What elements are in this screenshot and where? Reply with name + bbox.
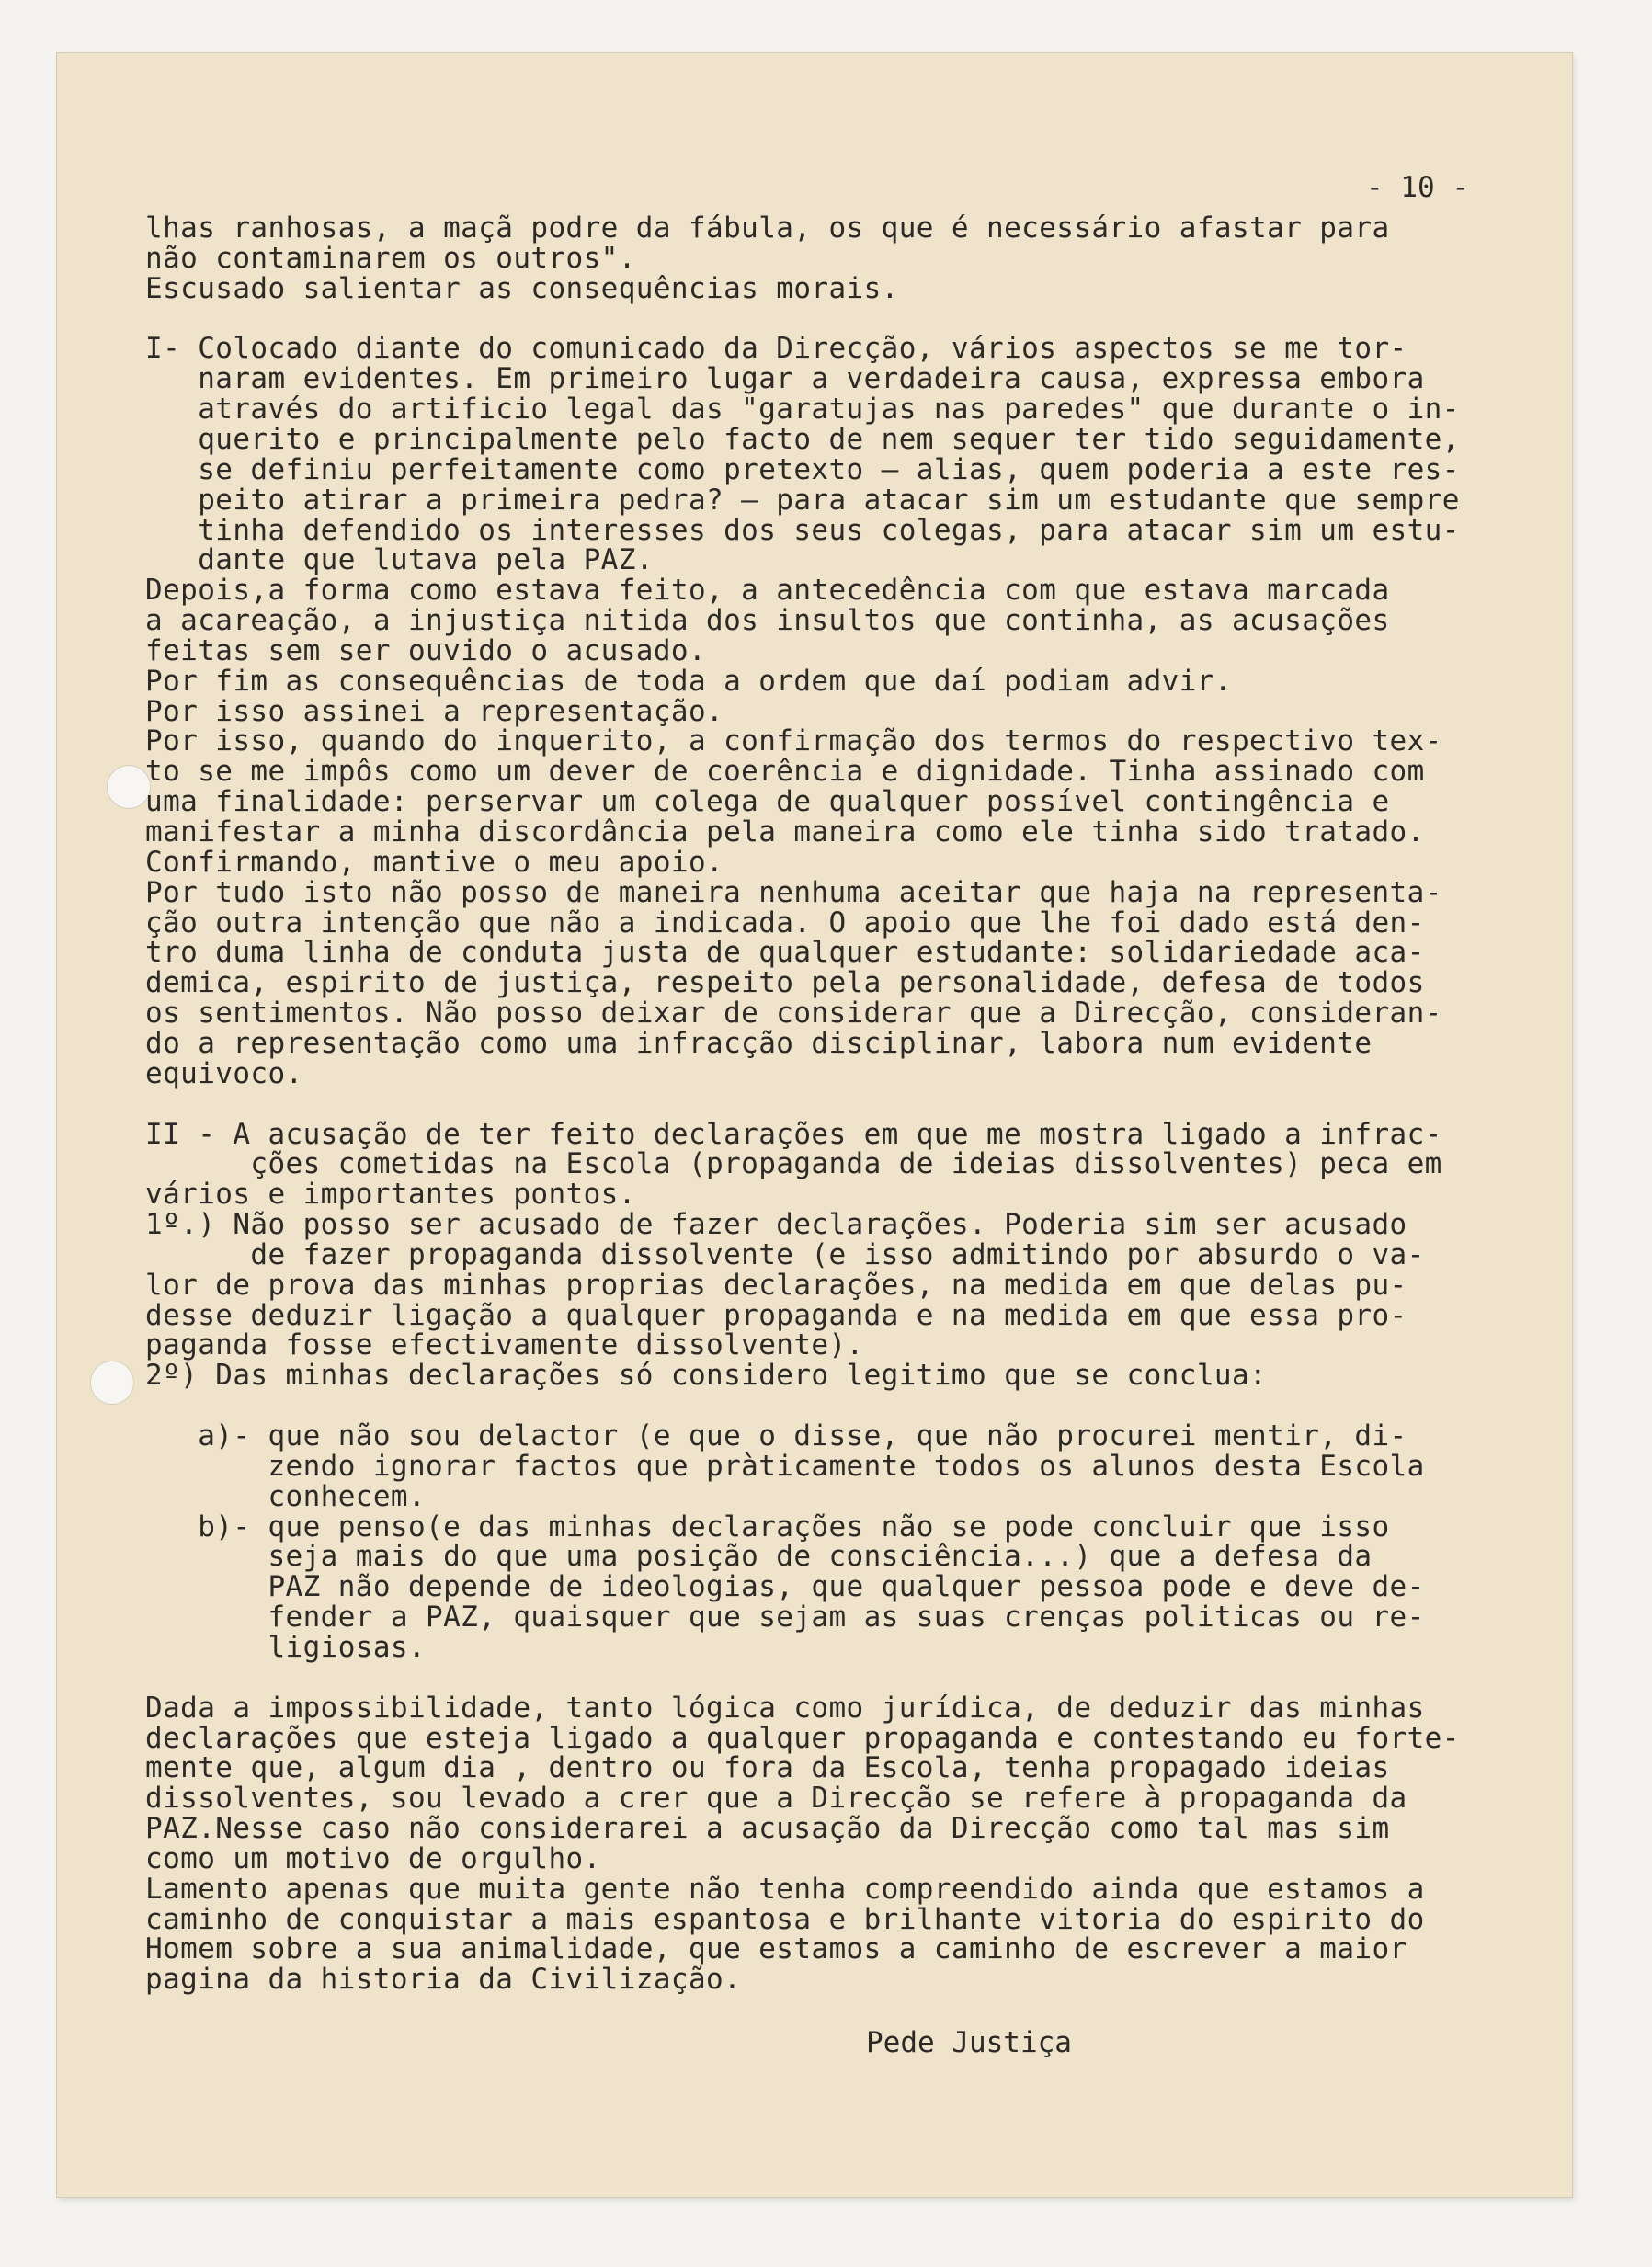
text-line: não contaminarem os outros".	[145, 241, 636, 275]
text-line: Por isso assinei a representação.	[145, 694, 724, 728]
text-line: conhecem.	[145, 1479, 427, 1513]
text-line: declarações que esteja ligado a qualquer propaganda e contestando eu forte-	[145, 1721, 1460, 1755]
text-line: os sentimentos. Não posso deixar de considerar que a Direcção, consideran-	[145, 997, 1442, 1031]
text-line: Escusado salientar as consequências morais.	[145, 271, 899, 305]
text-line: b)- que penso(e das minhas declarações não se pode concluir que isso	[145, 1509, 1390, 1544]
text-line: I- Colocado diante do comunicado da Direcção, vários aspectos se me tor-	[145, 332, 1407, 366]
text-line: uma finalidade: perservar um colega de qualquer possível contingência e	[145, 785, 1390, 819]
text-line: 2º) Das minhas declarações só considero legitimo que se conclua:	[145, 1359, 1268, 1393]
text-line: Homem sobre a sua animalidade, que estamos a caminho de escrever a maior	[145, 1932, 1407, 1966]
text-line: Depois,a forma como estava feito, a antecedência com que estava marcada	[145, 574, 1390, 608]
text-line: como um motivo de orgulho.	[145, 1841, 601, 1875]
text-line: através do artificio legal das "garatujas nas paredes" que durante o in-	[145, 393, 1460, 427]
text-line: mente que, algum dia , dentro ou fora da Escola, tenha propagado ideias	[145, 1751, 1390, 1785]
text-line: zendo ignorar factos que pràticamente todos os alunos desta Escola	[145, 1449, 1425, 1483]
page-number: - 10 -	[1366, 171, 1469, 204]
text-line: Dada a impossibilidade, tanto lógica como jurídica, de deduzir das minhas	[145, 1691, 1425, 1725]
text-line: tinha defendido os interesses dos seus colegas, para atacar sim um estu-	[145, 513, 1460, 547]
text-line: Por isso, quando do inquerito, a confirmação dos termos do respectivo tex-	[145, 724, 1442, 758]
text-line: naram evidentes. Em primeiro lugar a verdadeira causa, expressa embora	[145, 362, 1425, 396]
text-line: paganda fosse efectivamente dissolvente).	[145, 1328, 864, 1362]
text-line: de fazer propaganda dissolvente (e isso admitindo por absurdo o va-	[145, 1237, 1425, 1271]
text-line: 1º.) Não posso ser acusado de fazer declarações. Poderia sim ser acusado	[145, 1208, 1407, 1242]
text-line: lhas ranhosas, a maçã podre da fábula, os que é necessário afastar para	[145, 211, 1390, 245]
text-line: II - A acusação de ter feito declarações em que me mostra ligado a infrac-	[145, 1117, 1442, 1151]
text-line: tro duma linha de conduta justa de qualquer estudante: solidariedade aca-	[145, 936, 1425, 970]
punch-hole-lower	[90, 1361, 134, 1405]
text-line: vários e importantes pontos.	[145, 1178, 636, 1212]
text-line: seja mais do que uma posição de consciência...) que a defesa da	[145, 1540, 1373, 1574]
text-line: querito e principalmente pelo facto de nem sequer ter tido seguidamente,	[145, 422, 1460, 456]
text-line: ligiosas.	[145, 1630, 427, 1664]
text-line: fender a PAZ, quaisquer que sejam as suas crenças politicas ou re-	[145, 1601, 1425, 1635]
text-line: pagina da historia da Civilização.	[145, 1963, 742, 1997]
text-line: ção outra intenção que não a indicada. O apoio que lhe foi dado está den-	[145, 906, 1425, 940]
text-line: dissolventes, sou levado a crer que a Direcção se refere à propaganda da	[145, 1782, 1407, 1816]
text-line: feitas sem ser ouvido o acusado.	[145, 633, 707, 667]
text-line: dante que lutava pela PAZ.	[145, 543, 654, 577]
text-line: PAZ.Nesse caso não considerarei a acusação da Direcção como tal mas sim	[145, 1812, 1390, 1846]
text-line: Por tudo isto não posso de maneira nenhuma aceitar que haja na representa-	[145, 875, 1442, 909]
text-line: Lamento apenas que muita gente não tenha compreendido ainda que estamos a	[145, 1872, 1425, 1906]
text-line: do a representação como uma infracção disciplinar, labora num evidente	[145, 1026, 1373, 1060]
text-line: Por fim as consequências de toda a ordem que daí podiam advir.	[145, 664, 1232, 698]
text-line: a acareação, a injustiça nitida dos insultos que continha, as acusações	[145, 604, 1390, 638]
text-line: Confirmando, mantive o meu apoio.	[145, 845, 724, 879]
text-line: manifestar a minha discordância pela maneira como ele tinha sido tratado.	[145, 815, 1425, 849]
closing-signature-line: Pede Justiça	[866, 2026, 1072, 2059]
text-line: se definiu perfeitamente como pretexto — alias, quem poderia a este res-	[145, 452, 1460, 486]
text-line: equivoco.	[145, 1056, 303, 1090]
text-line: lor de prova das minhas proprias declarações, na medida em que delas pu-	[145, 1268, 1407, 1302]
text-line: peito atirar a primeira pedra? — para atacar sim um estudante que sempre	[145, 483, 1460, 517]
punch-hole-upper	[107, 765, 151, 809]
text-line: PAZ não depende de ideologias, que qualquer pessoa pode e deve de-	[145, 1570, 1425, 1604]
text-line: to se me impôs como um dever de coerência e dignidade. Tinha assinado com	[145, 755, 1425, 789]
text-line: caminho de conquistar a mais espantosa e brilhante vitoria do espirito do	[145, 1902, 1425, 1936]
text-line: demica, espirito de justiça, respeito pela personalidade, defesa de todos	[145, 966, 1425, 1000]
text-line: desse deduzir ligação a qualquer propaganda e na medida em que essa pro-	[145, 1298, 1407, 1332]
text-line: a)- que não sou delactor (e que o disse, que não procurei mentir, di-	[145, 1419, 1407, 1452]
text-line: ções cometidas na Escola (propaganda de ideias dissolventes) peca em	[145, 1147, 1442, 1181]
